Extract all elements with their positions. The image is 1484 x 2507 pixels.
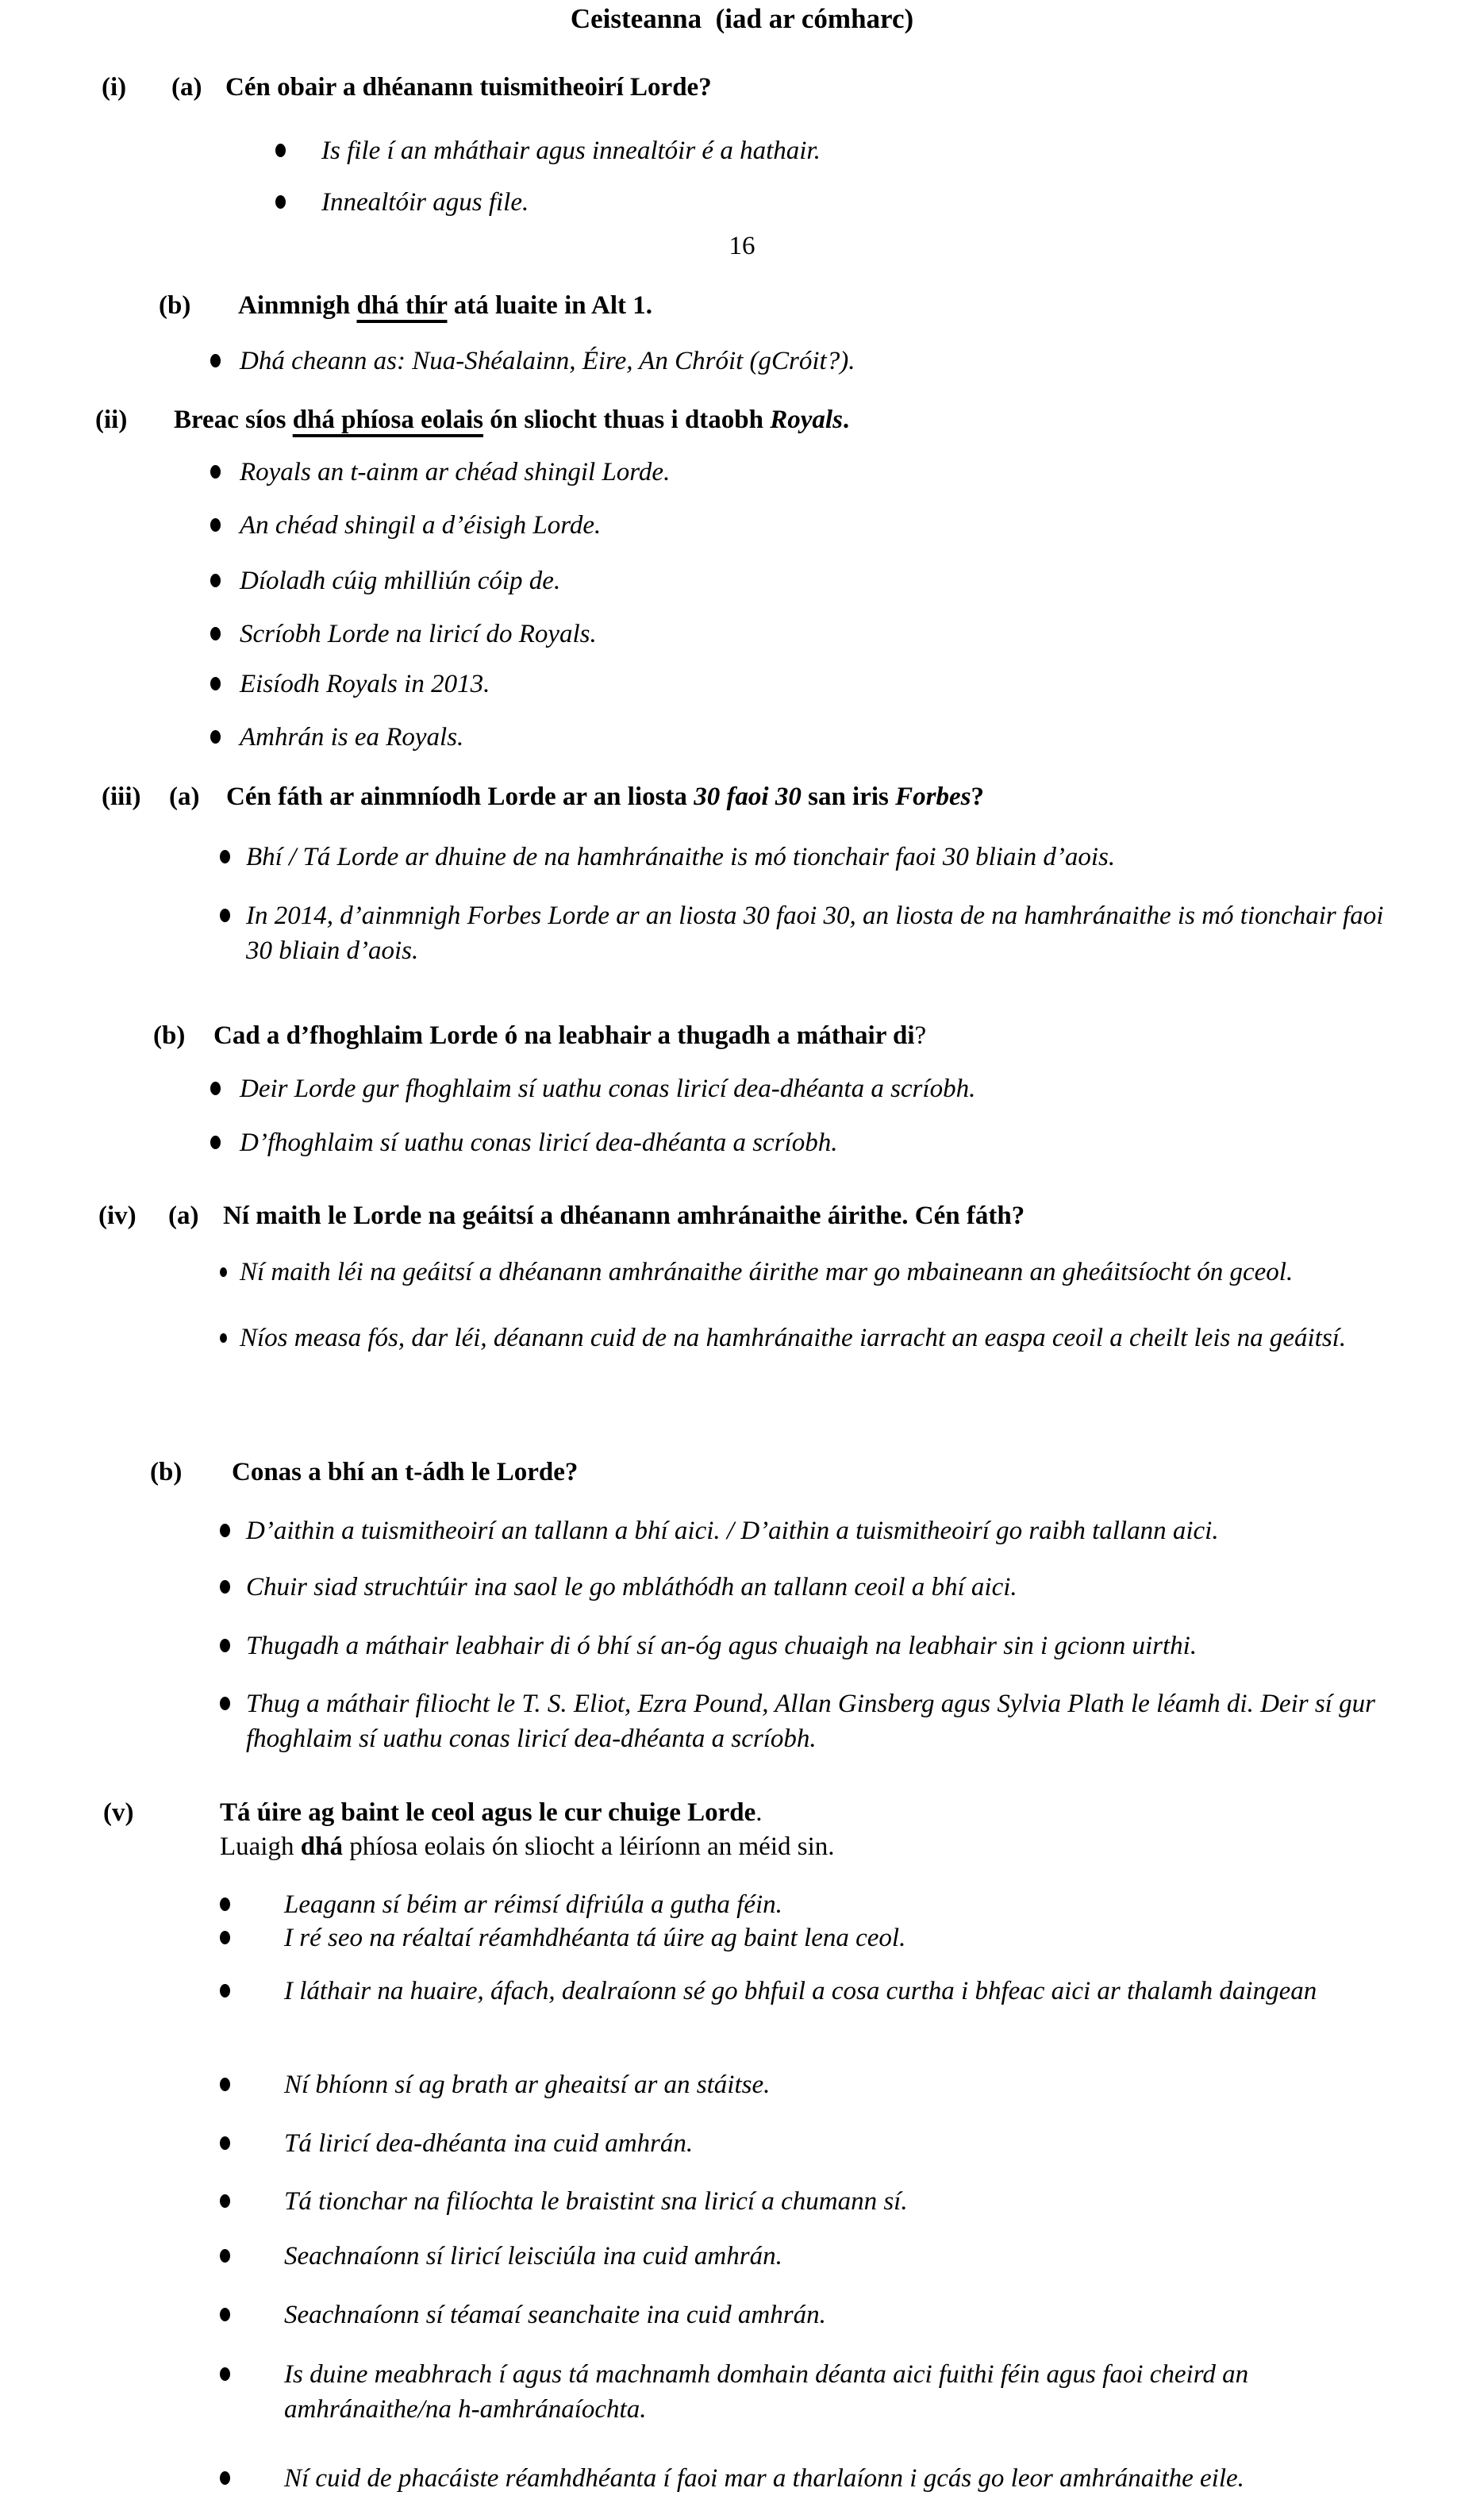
period: . — [755, 1798, 763, 1827]
question-iii-a — [102, 779, 984, 814]
answer-bullet: Ní cuid de phacáiste réamhdhéanta í faoi mar a tharlaíonn i gcás go leor amhránaithe eile. — [220, 2461, 1244, 2496]
question-number: (i) — [102, 73, 127, 102]
bold-word: dhá — [300, 1832, 343, 1861]
bullet-icon — [220, 1321, 240, 1343]
question-iii-b — [153, 1018, 926, 1053]
bullet-icon — [210, 617, 240, 640]
answer-bullet: I láthair na huaire, áfach, dealraíonn sé go bhfuil a cosa curtha i bhfeac aici ar thalamh daingean — [220, 1974, 1383, 2009]
question-letter: (b) — [150, 1458, 183, 1486]
question-text: Ní maith le Lorde na geáitsí a dhéanann amhránaithe áirithe. Cén fáth? — [223, 1202, 1025, 1230]
question-letter: (b) — [153, 1021, 186, 1050]
question-text: atá luaite in Alt 1. — [447, 291, 653, 320]
italic-list-name: 30 faoi 30 — [694, 782, 802, 811]
question-text: Cén fáth ar ainmníodh Lorde ar an liosta — [226, 782, 694, 811]
question-text: Cén obair a dhéanann tuismitheoirí Lorde? — [225, 73, 712, 102]
answer-bullet: Níos measa fós, dar léi, déanann cuid de na hamhránaithe iarracht an easpa ceoil a cheilt leis na geáitsí. — [220, 1321, 1374, 1355]
bullet-icon — [220, 2067, 284, 2091]
italic-magazine-name: Forbes — [895, 782, 971, 811]
underlined-phrase: dhá phíosa eolais — [292, 406, 483, 434]
question-text: Tá úire ag baint le ceol agus le cur chuige Lorde — [220, 1798, 756, 1827]
question-letter: (a) — [168, 1202, 199, 1230]
bullet-icon — [210, 344, 240, 367]
answer-bullet: Bhí / Tá Lorde ar dhuine de na hamhránaithe is mó tionchair faoi 30 bliain d’aois. — [220, 840, 1115, 875]
answer-bullet: Ní maith léi na geáitsí a dhéanann amhránaithe áirithe mar go mbaineann an gheáitsíocht ón gceol. — [220, 1255, 1374, 1289]
answer-bullet: Scríobh Lorde na liricí do Royals. — [210, 617, 597, 652]
bullet-icon — [220, 2126, 284, 2150]
question-i-a — [102, 70, 712, 105]
instruction-text: phíosa eolais ón sliocht a léiríonn an méid sin. — [342, 1832, 835, 1861]
bullet-icon — [275, 185, 321, 209]
question-number: (iv) — [98, 1202, 136, 1230]
bullet-icon — [220, 1513, 246, 1537]
question-v-instruction — [220, 1829, 835, 1864]
bullet-icon — [220, 1974, 284, 1998]
bullet-icon — [210, 508, 240, 532]
answer-bullet: I ré seo na réaltaí réamhdhéanta tá úire ag baint lena ceol. — [220, 1921, 905, 1955]
bullet-icon — [220, 2297, 284, 2321]
answer-bullet: An chéad shingil a d’éisigh Lorde. — [210, 508, 601, 543]
answer-bullet: Is duine meabhrach í agus tá machnamh domhain déanta aici fuithi féin agus faoi cheird an amhránaithe/na h-amhránaíochta. — [220, 2357, 1383, 2427]
question-letter: (a) — [169, 782, 200, 811]
bullet-icon — [220, 840, 246, 863]
question-text: Breac síos — [174, 406, 293, 434]
answer-bullet: Thugadh a máthair leabhair di ó bhí sí an-óg agus chuaigh na leabhair sin i gcionn uirthi. — [220, 1628, 1197, 1663]
bullet-icon — [220, 1921, 284, 1944]
question-text: Cad a d’fhoghlaim Lorde ó na leabhair a thugadh a máthair di — [213, 1021, 915, 1050]
bullet-icon — [220, 1628, 246, 1652]
answer-bullet: Seachnaíonn sí téamaí seanchaite ina cuid amhrán. — [220, 2297, 826, 2332]
question-letter: (b) — [159, 291, 191, 320]
answer-bullet: In 2014, d’ainmnigh Forbes Lorde ar an liosta 30 faoi 30, an liosta de na hamhránaithe is mó tionchair faoi 30 bliain d’aois. — [220, 898, 1385, 968]
question-number: (v) — [103, 1798, 134, 1827]
bullet-icon — [220, 898, 246, 922]
bullet-icon — [275, 133, 321, 157]
bullet-icon — [220, 2357, 284, 2381]
bullet-icon — [210, 1125, 240, 1149]
page-number: 16 — [729, 232, 755, 260]
answer-bullet: Tá tionchar na filíochta le braistint sna liricí a chumann sí. — [220, 2184, 908, 2219]
answer-bullet: Royals an t-ainm ar chéad shingil Lorde. — [210, 455, 670, 490]
answer-bullet: D’aithin a tuismitheoirí an tallann a bhí aici. / D’aithin a tuismitheoirí go raibh tallann aici. — [220, 1513, 1219, 1548]
question-text: san iris — [801, 782, 896, 811]
bullet-icon — [220, 2184, 284, 2208]
question-text: ón sliocht thuas i dtaobh — [482, 406, 771, 434]
question-text: Conas a bhí an t-ádh le Lorde? — [232, 1458, 579, 1486]
bullet-icon — [220, 2239, 284, 2263]
answer-bullet: Ní bhíonn sí ag brath ar gheaitsí ar an stáitse. — [220, 2067, 770, 2102]
answer-bullet: Dhá cheann as: Nua-Shéalainn, Éire, An Chróit (gCróit?). — [210, 344, 855, 379]
answer-bullet: Seachnaíonn sí liricí leisciúla ina cuid amhrán. — [220, 2239, 782, 2274]
bullet-icon — [210, 455, 240, 479]
answer-bullet: Eisíodh Royals in 2013. — [210, 667, 490, 702]
bullet-icon — [210, 563, 240, 587]
question-text: . — [842, 406, 850, 434]
answer-bullet: Thug a máthair filiocht le T. S. Eliot, Ezra Pound, Allan Ginsberg agus Sylvia Plath le léamh di. Deir sí gur fhoghlaim sí uathu conas liricí dea-dhéanta a scríobh. — [220, 1686, 1397, 1756]
bullet-icon — [210, 667, 240, 690]
question-iv-a — [98, 1198, 1025, 1233]
underlined-phrase: dhá thír — [356, 291, 448, 320]
bullet-icon — [220, 2461, 284, 2485]
question-iv-b — [150, 1455, 578, 1490]
bullet-icon — [220, 1686, 246, 1710]
bullet-icon — [210, 720, 240, 744]
bullet-icon — [220, 1887, 284, 1911]
answer-bullet: Tá liricí dea-dhéanta ina cuid amhrán. — [220, 2126, 693, 2161]
question-number: (ii) — [95, 406, 128, 434]
answer-bullet: Chuir siad struchtúir ina saol le go mbláthódh an tallann ceoil a bhí aici. — [220, 1570, 1017, 1605]
answer-bullet: Innealtóir agus file. — [275, 185, 529, 220]
question-ii — [95, 402, 849, 437]
question-i-b — [159, 288, 652, 323]
answer-bullet: D’fhoghlaim sí uathu conas liricí dea-dhéanta a scríobh. — [210, 1125, 837, 1160]
bullet-icon — [220, 1570, 246, 1594]
answer-bullet: Deir Lorde gur fhoghlaim sí uathu conas liricí dea-dhéanta a scríobh. — [210, 1071, 975, 1106]
answer-bullet: Amhrán is ea Royals. — [210, 720, 463, 755]
answer-bullet: Leagann sí béim ar réimsí difriúla a gutha féin. — [220, 1887, 782, 1922]
question-v — [103, 1795, 763, 1830]
answer-bullet: Is file í an mháthair agus innealtóir é a hathair. — [275, 133, 821, 168]
question-letter: (a) — [171, 73, 202, 102]
question-text: ? — [971, 782, 984, 811]
page-title: Ceisteanna (iad ar cómharc) — [570, 3, 914, 34]
question-number: (iii) — [102, 782, 141, 811]
bullet-icon — [220, 1255, 240, 1277]
italic-title: Royals — [770, 406, 843, 434]
answer-bullet: Díoladh cúig mhilliún cóip de. — [210, 563, 560, 598]
instruction-text: Luaigh — [220, 1832, 301, 1861]
question-mark: ? — [914, 1021, 927, 1050]
question-text: Ainmnigh — [238, 291, 357, 320]
bullet-icon — [210, 1071, 240, 1095]
